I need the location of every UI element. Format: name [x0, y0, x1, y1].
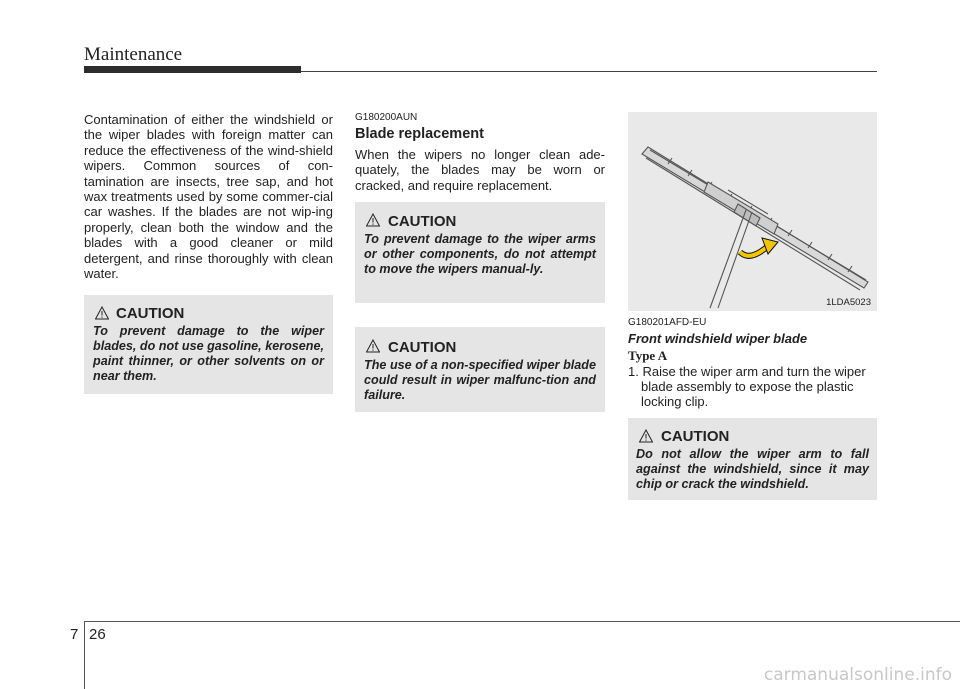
- caution-body: To prevent damage to the wiper blades, do not use gasoline, kerosene, paint thinner, or other solvents on or near them.: [93, 324, 324, 383]
- caution-box-non-specified: [355, 327, 605, 412]
- wiper-illustration: [628, 112, 877, 311]
- chapter-number: 7: [70, 626, 79, 643]
- caution-title: CAUTION: [388, 339, 457, 356]
- caution-title: CAUTION: [661, 428, 730, 445]
- watermark: carmanualsonline.info: [763, 665, 952, 685]
- type-label: Type A: [628, 348, 668, 363]
- wiper-blade-drawing: [628, 112, 877, 311]
- warning-triangle-icon: [639, 429, 653, 443]
- caution-body: Do not allow the wiper arm to fall against the windshield, since it may chip or crack the windshield.: [636, 447, 869, 491]
- caution-title: CAUTION: [116, 305, 185, 322]
- caution-body: The use of a non-specified wiper blade could result in wiper malfunc-tion and failure.: [364, 358, 596, 402]
- section-code: G180200AUN: [355, 112, 418, 123]
- warning-triangle-icon: [95, 306, 109, 320]
- step-1-continued: blade assembly to expose the plastic locking clip.: [641, 379, 854, 410]
- caution-body: To prevent damage to the wiper arms or other components, do not attempt to move the wipers manual-ly.: [364, 232, 596, 276]
- caution-box-solvents: [84, 295, 333, 394]
- blade-paragraph: When the wipers no longer clean ade-quately, the blades may be worn or cracked, and require replacement.: [355, 147, 605, 193]
- caution-title: CAUTION: [388, 213, 457, 230]
- caution-box-manual: [355, 202, 605, 303]
- section-title: Maintenance: [84, 44, 183, 65]
- header-rule: [301, 71, 877, 72]
- page-number: 26: [89, 626, 106, 643]
- intro-paragraph: Contamination of either the windshield or the wiper blades with foreign matter can reduce the effectiveness of the wind-shield wipers. Common sources of con-tamination are insects, tree sap, and hot wax treatments used by some commer-cial car washes. If the blades are not wip-ing properly, clean both the window and the blades with a good cleaner or mild detergent, and rinse thoroughly with clean water.: [84, 112, 333, 282]
- footer-rule: [84, 621, 960, 622]
- front-wiper-heading: Front windshield wiper blade: [628, 331, 808, 346]
- footer-separator: [84, 621, 85, 689]
- warning-triangle-icon: [366, 213, 380, 227]
- step-1: 1. Raise the wiper arm and turn the wiper: [628, 364, 866, 379]
- figure-code: 1LDA5023: [826, 297, 871, 308]
- warning-triangle-icon: [366, 339, 380, 353]
- section-code: G180201AFD-EU: [628, 317, 707, 328]
- blade-replacement-heading: Blade replacement: [355, 126, 484, 142]
- header-bar: [84, 66, 301, 73]
- caution-box-arm-fall: [628, 418, 877, 500]
